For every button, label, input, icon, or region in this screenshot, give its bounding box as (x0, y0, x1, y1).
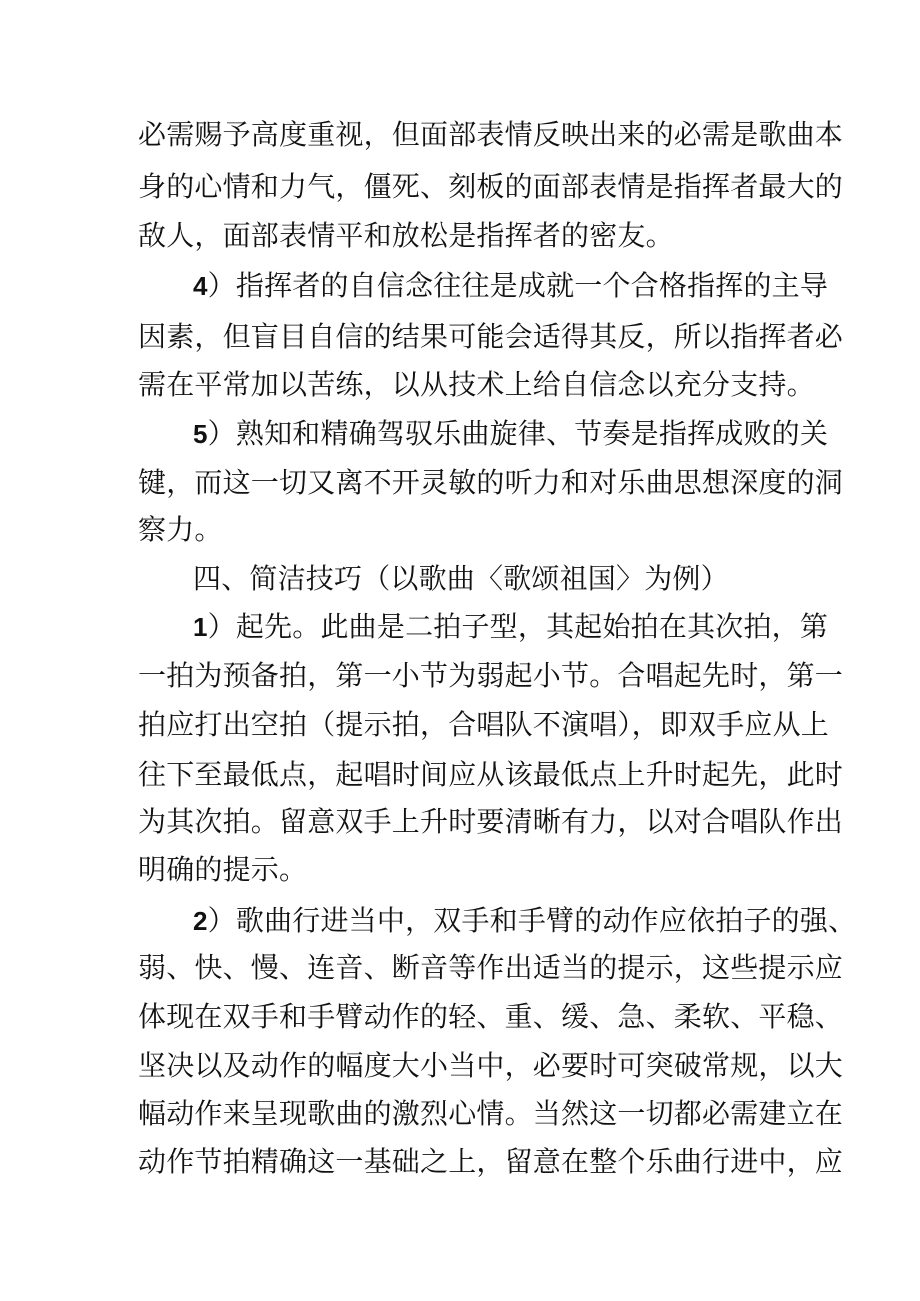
line-text: ）指挥者的自信念往往是成就一个合格指挥的主导 (207, 269, 829, 302)
item-number: 1 (193, 612, 208, 642)
line-text: 一拍为预备拍，第一小节为弱起小节。合唱起先时，第一 (138, 659, 844, 692)
line-text: 动作节拍精确这一基础之上，留意在整个乐曲行进中，应 (138, 1145, 844, 1178)
line-text: 敌人，面部表情平和放松是指挥者的密友。 (138, 219, 674, 252)
numbered-paragraph-line (0, 414, 920, 454)
paragraph-line (0, 755, 920, 795)
numbered-paragraph-line (0, 607, 920, 647)
line-text: 必需赐予高度重视，但面部表情反映出来的必需是歌曲本 (138, 118, 844, 151)
paragraph-line (0, 656, 920, 696)
paragraph-line (0, 997, 920, 1037)
numbered-line (193, 414, 828, 454)
paragraph-line (0, 216, 920, 256)
line-text: 坚决以及动作的幅度大小当中，必要时可突破常规，以大 (138, 1049, 844, 1082)
section-heading (0, 559, 920, 599)
line-text: 为其次拍。留意双手上升时要清晰有力，以对合唱队作出 (138, 805, 844, 838)
line-text: 身的心情和力气，僵死、刻板的面部表情是指挥者最大的 (138, 170, 844, 203)
paragraph-line (0, 948, 920, 988)
numbered-paragraph-line (0, 266, 920, 306)
item-number: 5 (193, 419, 208, 449)
line-text: 弱、快、慢、连音、断音等作出适当的提示，这些提示应 (138, 951, 844, 984)
line-text: 键，而这一切又离不开灵敏的听力和对乐曲思想深度的洞 (138, 466, 844, 499)
line-text: 明确的提示。 (138, 853, 308, 886)
item-number: 4 (193, 271, 208, 301)
numbered-line (193, 607, 828, 647)
paragraph-line (0, 1046, 920, 1086)
paragraph-line (0, 1142, 920, 1182)
item-number: 2 (193, 906, 208, 936)
paragraph-line (0, 510, 920, 550)
numbered-line (193, 901, 856, 941)
line-text: 幅动作来呈现歌曲的激烈心情。当然这一切都必需建立在 (138, 1097, 844, 1130)
paragraph-line (0, 802, 920, 842)
paragraph-line (0, 115, 920, 155)
numbered-line (193, 266, 828, 306)
line-text: 需在平常加以苦练，以从技术上给自信念以充分支持。 (138, 368, 815, 401)
line-text: ）熟知和精确驾驭乐曲旋律、节奏是指挥成败的关 (207, 417, 829, 450)
line-text: 察力。 (138, 513, 223, 546)
line-text: 体现在双手和手臂动作的轻、重、缓、急、柔软、平稳、 (138, 1000, 844, 1033)
paragraph-line (0, 317, 920, 357)
line-text: ）起先。此曲是二拍子型，其起始拍在其次拍，第 (207, 610, 829, 643)
line-text: 往下至最低点，起唱时间应从该最低点上升时起先，此时 (138, 758, 844, 791)
line-text: 拍应打出空拍（提示拍，合唱队不演唱），即双手应从上 (138, 708, 830, 741)
paragraph-line (0, 463, 920, 503)
numbered-paragraph-line (0, 901, 920, 941)
paragraph-line (0, 167, 920, 207)
heading-text: 四、简洁技巧（以歌曲〈歌颂祖国〉为例） (193, 562, 729, 595)
paragraph-line (0, 1094, 920, 1134)
paragraph-line (0, 850, 920, 890)
line-text: 因素，但盲目自信的结果可能会适得其反，所以指挥者必 (138, 320, 844, 353)
paragraph-line (0, 705, 920, 745)
paragraph-line (0, 365, 920, 405)
line-text: ）歌曲行进当中，双手和手臂的动作应依拍子的强、 (207, 904, 857, 937)
